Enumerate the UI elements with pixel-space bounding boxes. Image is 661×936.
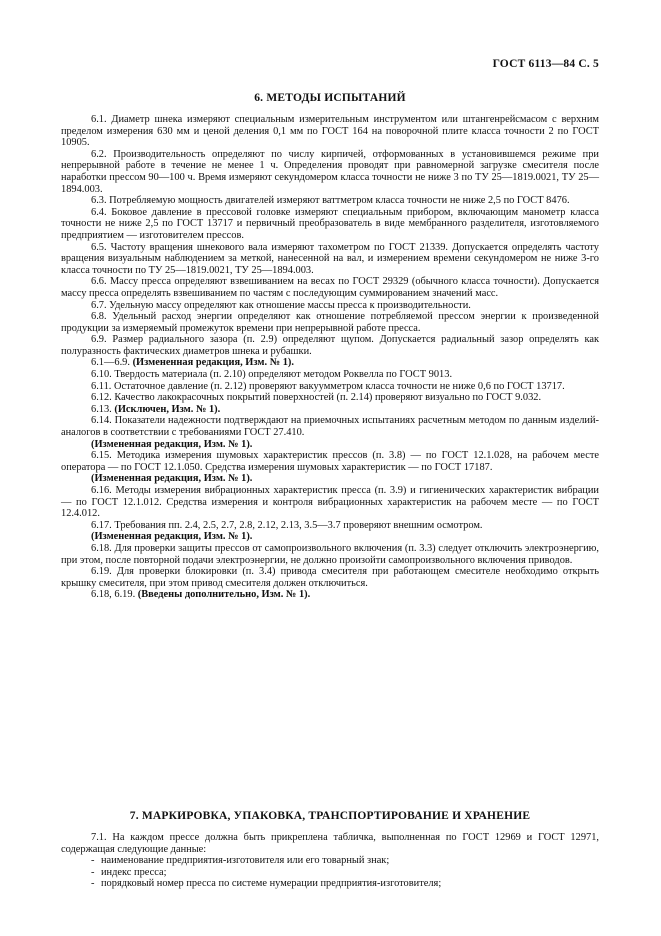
list-dash: - <box>91 855 95 867</box>
list-item <box>61 867 599 879</box>
list-item-text: наименование предприятия-изготовителя или его товарный знак; <box>101 855 390 867</box>
paragraph-6-2: 6.2. Производительность определяют по числу кирпичей, отформованных в установившемся режиме при непрерывной работе в течение не менее 1 ч. Определения проводят при равномерной загрузке смесителя после наработки прессом 90—100 ч. Время измеряют секундомером класса точности не ниже 3 по ТУ 25—1819.0021, ТУ 25—1894.003. <box>61 148 599 195</box>
paragraph-7-1: 7.1. На каждом прессе должна быть прикреплена табличка, выполненная по ГОСТ 12969 и ГОСТ 12971, содержащая следующие данные: <box>61 832 599 855</box>
paragraph-6-17: 6.17. Требования пп. 2.4, 2.5, 2.7, 2.8, 2.12, 2.13, 3.5—3.7 проверяют внешним осмотром. <box>91 519 483 531</box>
section-7-body <box>61 832 599 890</box>
paragraph-6-16: 6.16. Методы измерения вибрационных характеристик пресса (п. 3.9) и гигиенических характеристик вибрации — по ГОСТ 12.1.012. Средства измерения и контроля вибрационных характеристик на рабочем месте — по ГОСТ 12.4.012. <box>61 485 599 520</box>
note-ref: 6.13. <box>91 403 112 415</box>
paragraph-6-18-6-19-note <box>61 589 599 601</box>
amendment-note: (Измененная редакция, Изм. № 1). <box>132 357 294 369</box>
paragraph-6-6: 6.6. Массу пресса определяют взвешиванием на весах по ГОСТ 29329 (обычного класса точности). Допускается массу пресса определять взвешиванием по частям с последующим суммированием значений масс. <box>61 276 599 299</box>
list-dash: - <box>91 878 95 890</box>
paragraph-6-1: 6.1. Диаметр шнека измеряют специальным измерительным инструментом или штангенрейсмасом с верхним пределом измерения 630 мм и ценой деления 0,1 мм по ГОСТ 164 на поворочной плите класса точности 2 по ГОСТ 10905. <box>61 114 599 149</box>
paragraph-6-18: 6.18. Для проверки защиты прессов от самопроизвольного включения (п. 3.3) следует отключить электроэнергию, при этом, после повторной подачи электроэнергии, не должно произойти самопроизвольного включения приводов. <box>61 542 599 566</box>
paragraph-6-5: 6.5. Частоту вращения шнекового вала измеряют тахометром по ГОСТ 21339. Допускается определять частоту вращения визуальным наблюдением за меткой, нанесенной на вал, и измерением времени секундомером не ниже 3-го класса точности по ТУ 25—1819.0021, ТУ 25—1894.003. <box>61 241 599 276</box>
amendment-note: (Измененная редакция, Изм. № 1). <box>91 473 253 485</box>
paragraph-6-7: 6.7. Удельную массу определяют как отношение массы пресса к производительности. <box>91 299 471 311</box>
paragraph-6-8: 6.8. Удельный расход энергии определяют как отношение потребляемой прессом энергии к произведенной продукции за измеряемый промежуток времени при непрерывной работе пресса. <box>61 311 599 334</box>
list-item <box>61 855 599 867</box>
list-item-text: порядковый номер пресса по системе нумерации предприятия-изготовителя; <box>101 878 442 890</box>
paragraph-6-14: 6.14. Показатели надежности подтверждают на приемочных испытаниях расчетным методом по данным изделий-аналогов в соответствии с требованиями ГОСТ 27.410. <box>61 415 599 439</box>
paragraph-6-19: 6.19. Для проверки блокировки (п. 3.4) привода смесителя при работающем смесителе необходимо открыть крышку смесителя, при этом привод смесителя должен отключиться. <box>61 566 599 589</box>
excluded-note: (Исключен, Изм. № 1). <box>114 403 221 415</box>
paragraph-6-15: 6.15. Методика измерения шумовых характеристик прессов (п. 3.8) — по ГОСТ 12.1.028, на рабочем месте оператора — по ГОСТ 12.1.050. Средства измерения шумовых характеристик — по ГОСТ 17187. <box>61 450 599 473</box>
paragraph-6-3: 6.3. Потребляемую мощность двигателей измеряют ваттметром класса точности не ниже 2,5 по ГОСТ 8476. <box>91 195 570 207</box>
added-note: (Введены дополнительно, Изм. № 1). <box>137 589 311 601</box>
nameplate-data-list <box>61 855 599 890</box>
list-item <box>61 878 599 890</box>
section-7-title: 7. МАРКИРОВКА, УПАКОВКА, ТРАНСПОРТИРОВАНИЕ И ХРАНЕНИЕ <box>129 810 531 822</box>
amendment-note: (Измененная редакция, Изм. № 1). <box>91 531 253 543</box>
paragraph-6-10: 6.10. Твердость материала (п. 2.10) определяют методом Роквелла по ГОСТ 9013. <box>91 369 453 381</box>
paragraph-6-11: 6.11. Остаточное давление (п. 2.12) проверяют вакуумметром класса точности не ниже 0,6 по ГОСТ 13717. <box>91 380 565 392</box>
paragraph-6-1-6-9-note <box>61 357 599 369</box>
note-ref: 6.18, 6.19. <box>91 589 136 601</box>
paragraph-6-9: 6.9. Размер радиального зазора (п. 2.9) определяют щупом. Допускается радиальный зазор определять как полуразность фактических диаметров шнека и рубашки. <box>61 334 599 357</box>
paragraph-6-13 <box>61 404 599 416</box>
list-dash: - <box>91 866 95 878</box>
page-header: ГОСТ 6113—84 С. 5 <box>492 58 599 70</box>
paragraph-6-12: 6.12. Качество лакокрасочных покрытий поверхностей (п. 2.14) проверяют визуально по ГОСТ 9.032. <box>91 392 542 404</box>
section-6-title: 6. МЕТОДЫ ИСПЫТАНИЙ <box>254 92 406 104</box>
paragraph-6-4: 6.4. Боковое давление в прессовой головке измеряют специальным прибором, включающим манометр класса точности не ниже 2,5 по ГОСТ 13717 и первичный преобразователь в виде мембранного разделителя, изготовляемого предприятием — изготовителем прессов. <box>61 206 599 241</box>
section-6-body <box>61 114 599 601</box>
note-ref: 6.1—6.9. <box>91 357 130 369</box>
amendment-note: (Измененная редакция, Изм. № 1). <box>91 438 253 450</box>
list-item-text: индекс пресса; <box>101 866 167 878</box>
